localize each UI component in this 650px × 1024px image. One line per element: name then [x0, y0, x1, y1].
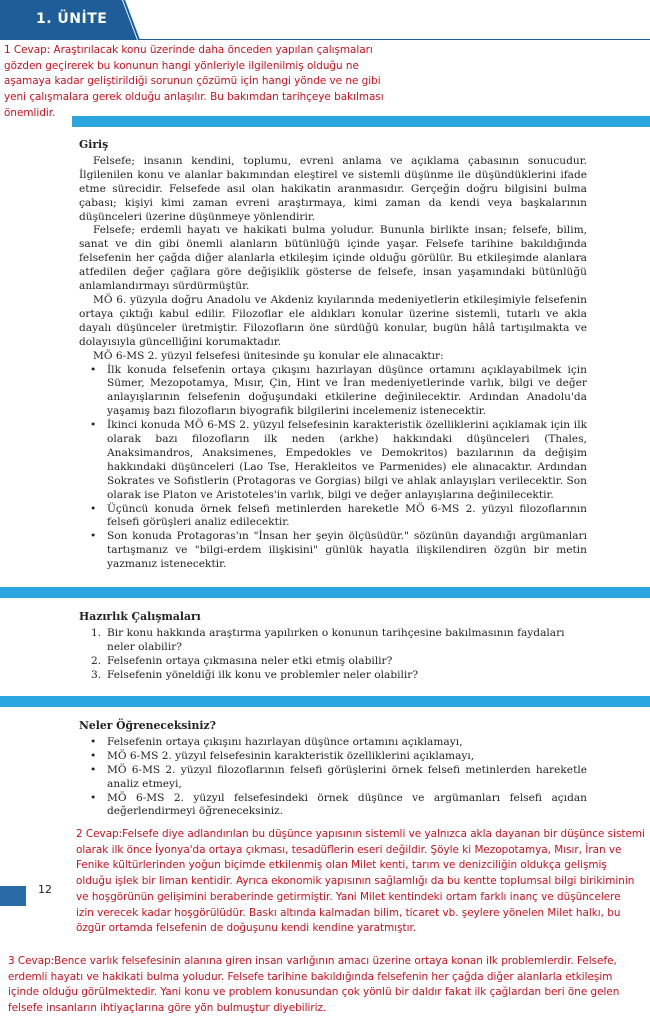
answer-1-line: 1 Cevap: Araştırılacak konu üzerinde daha önceden yapılan çalışmaları — [4, 44, 373, 56]
list-item: • MÖ 6-MS 2. yüzyıl felsefesindeki örnek düşünce ve argümanları felsefi açıdan değerlendirmeyi öğreneceksiniz. — [107, 792, 587, 820]
list-item: • Son konuda Protagoras'ın "İnsan her şeyin ölçüsüdür." sözünün dayandığı argümanları tartışmanız ve "bilgi-erdem ilişkisini" günlük hayatla ilişkilendiren özgün bir metin yazmanız istenecektir. — [107, 530, 587, 572]
unit-title: 1. ÜNİTE — [36, 11, 108, 27]
item-text: Felsefenin yöneldiği ilk konu ve problemler neler olabilir? — [107, 668, 419, 681]
answer-3-line: içinde olduğu görülmektedir. Yani konu ve problem konusundan çok yönlü bir daldır fakat ilk çağlardan beri öne gelen — [8, 986, 620, 999]
intro-paragraph: MÖ 6-MS 2. yüzyıl felsefesi ünitesinde şu konular ele alınacaktır: — [93, 349, 444, 362]
answer-2-line: olarak ilk önce İyonya'da ortaya çıkması, tesadüflerin eseri değildir. Şöyle ki Mezopotamya, Mısır, İran ve — [76, 843, 622, 856]
preparation-list — [79, 627, 587, 683]
list-item — [91, 626, 587, 655]
item-text: Bir konu hakkında araştırma yapılırken o konunun tarihçesine bakılmasının faydaları neler olabilir? — [107, 626, 565, 653]
section-divider — [72, 116, 650, 127]
list-item — [91, 654, 587, 669]
answer-3 — [8, 954, 643, 1017]
answer-3-line: 3 Cevap:Bence varlık felsefesinin alanına giren insan varlığının amacı üzerine ortaya konan ilk problemlerdir. Felsefe, — [8, 955, 617, 967]
item-number: 1. — [91, 626, 102, 639]
section-divider — [0, 696, 650, 707]
answer-1-line: gözden geçirerek bu konunun hangi yönleriyle ilgilenilmiş olduğu ne — [4, 59, 359, 72]
answer-3-line: erdemli hayatı ve hakikati bulma yoludur. Felsefe tarihine bakıldığında felsefenin her çağda diğer alanlarla etkileşim — [8, 970, 613, 983]
objectives-section — [79, 719, 587, 819]
page-number: 12 — [38, 883, 52, 896]
intro-heading: Giriş — [79, 138, 109, 151]
answer-2-line: 2 Cevap:Felsefe diye adlandırılan bu düşünce yapısının sistemli ve yalnızca akla dayanan bir düşünce sistemi — [76, 828, 645, 840]
item-number: 3. — [91, 668, 102, 681]
list-item — [91, 668, 587, 683]
list-item: • MÖ 6-MS 2. yüzyıl filozoflarının felsefi görüşlerini örnek felsefi metinlerden hareketle analiz etmeyi, — [107, 764, 587, 792]
answer-3-line: felsefe insanların ihtiyaçlarına göre yön bulmuştur diyebiliriz. — [8, 1002, 327, 1015]
item-number: 2. — [91, 654, 102, 667]
intro-paragraph: Felsefe; erdemli hayatı ve hakikati bulma yoludur. Bununla birlikte insan; felsefe, bilim, sanat ve din gibi önemli alanların bütünlüğü içinde yaşar. Felsefe tarihine bakıldığında felsefenin her çağda diğer alanlarla etkileşim içinde olduğu görülür. Bu etkileşimde alanlara atfedilen değer çağlara göre değişiklik gösterse de felsefe, insan yaşamındaki bütünlüğü anlamlandırmayı sürdürmüştür. — [79, 224, 587, 293]
answer-2 — [76, 827, 646, 937]
list-item: • Üçüncü konuda örnek felsefi metinlerden hareketle MÖ 6-MS 2. yüzyıl filozoflarının felsefi görüşleri analiz edilecektir. — [107, 503, 587, 531]
answer-1 — [4, 43, 384, 122]
answer-2-line: Fenike kültürlerinden yoğun biçimde etkilenmiş olan Milet kenti, tarım ve denizciliğin oldukça gelişmiş — [76, 859, 607, 872]
answer-2-line: özgür ortamda felsefenin de doğuşunu kendi kendine yaratmıştır. — [76, 922, 417, 935]
list-item: • İkinci konuda MÖ 6-MS 2. yüzyıl felsefesinin karakteristik özelliklerini açıklamak için ilk olarak bazı filozofların ilk neden (arkhe) hakkındaki düşünceleri (Thales, Anaksimandros, Anaksimenes, Empedokles ve Demokritos) bazılarının da değişim hakkındaki düşünceleri (Lao Tse, Herakleitos ve Parmenides) ele alınacaktır. Ardından Sokrates ve Sofistlerin (Protagoras ve Gorgias) bilgi ve ahlak anlayışları verilecektir. Son olarak ise Platon ve Aristoteles'in varlık, bilgi ve değer anlayışlarına değinilecektir. — [107, 419, 587, 502]
answer-2-line: izin verecek kadar hoşgörülüdür. Baskı altında kalmadan bilim, ticaret vb. şeylere yönelen Milet halkı, bu — [76, 906, 621, 919]
preparation-section — [79, 610, 587, 683]
answer-1-line: yeni çalışmalara gerek olduğu anlaşılır. Bu bakımdan tarihçeye bakılması — [4, 91, 384, 104]
topic-list — [79, 364, 587, 573]
list-item: • İlk konuda felsefenin ortaya çıkışını hazırlayan düşünce ortamını açıklayabilmek için Sümer, Mezopotamya, Mısır, Çin, Hint ve İran medeniyetlerinde varlık, bilgi ve değer anlayışlarının felsefenin doğuşundaki etkilerine değinilecektir. Ardından Anadolu'da yaşamış bazı filozofların biyografik bilgilerini incelemeniz istenecektir. — [107, 364, 587, 420]
objectives-heading: Neler Öğreneceksiniz? — [79, 719, 216, 732]
section-divider — [0, 587, 650, 598]
unit-banner — [0, 0, 650, 40]
answer-1-line: önemlidir. — [4, 106, 56, 119]
intro-paragraph: Felsefe; insanın kendini, toplumu, evreni anlama ve açıklama çabasının sonucudur. İlgilenilen konu ve alanlar bakımından eleştirel ve sistemli düşünme ile düşündüklerini ifade etme sürecidir. Felsefede asıl olan hakikatin aranmasıdır. Gerçeğin doğru bilgisini bulma çabası; kişiyi kimi zaman evreni araştırmaya, kimi zaman da kendi veya başkalarının düşünceleri üzerine düşünmeye yönlendirir. — [79, 154, 587, 223]
item-text: Felsefenin ortaya çıkmasına neler etki etmiş olabilir? — [107, 654, 393, 667]
intro-section — [79, 138, 587, 572]
answer-1-line: aşamaya kadar geliştirildiği sorunun çözümü için hangi yönde ve ne gibi — [4, 75, 381, 88]
list-item: • Felsefenin ortaya çıkışını hazırlayan düşünce ortamını açıklamayı, — [107, 736, 587, 750]
preparation-heading: Hazırlık Çalışmaları — [79, 610, 201, 623]
page-tab — [0, 886, 26, 906]
objectives-list — [79, 736, 587, 819]
answer-2-line: olduğu işlek bir liman kentidir. Ayrıca ekonomik yapısının sağlamlığı da bu kentte toplumsal bilgi birikiminin — [76, 875, 635, 888]
answer-2-line: ve hoşgörünün gelişimini beraberinde getirmiştir. Yani Milet kentindeki ortam farklı inanç ve düşüncelere — [76, 890, 621, 903]
intro-paragraph: MÖ 6. yüzyıla doğru Anadolu ve Akdeniz kıyılarında medeniyetlerin etkileşimiyle felsefenin ortaya çıktığı kabul edilir. Filozoflar ele aldıkları konular üzerine sistemli, tutarlı ve akla dayalı düşünceler üretmiştir. Filozofların öne sürdüğü konular, bugün hâlâ tartışılmakta ve dolayısıyla güncelliğini korumaktadır. — [79, 293, 587, 348]
list-item: • MÖ 6-MS 2. yüzyıl felsefesinin karakteristik özelliklerini açıklamayı, — [107, 750, 587, 764]
